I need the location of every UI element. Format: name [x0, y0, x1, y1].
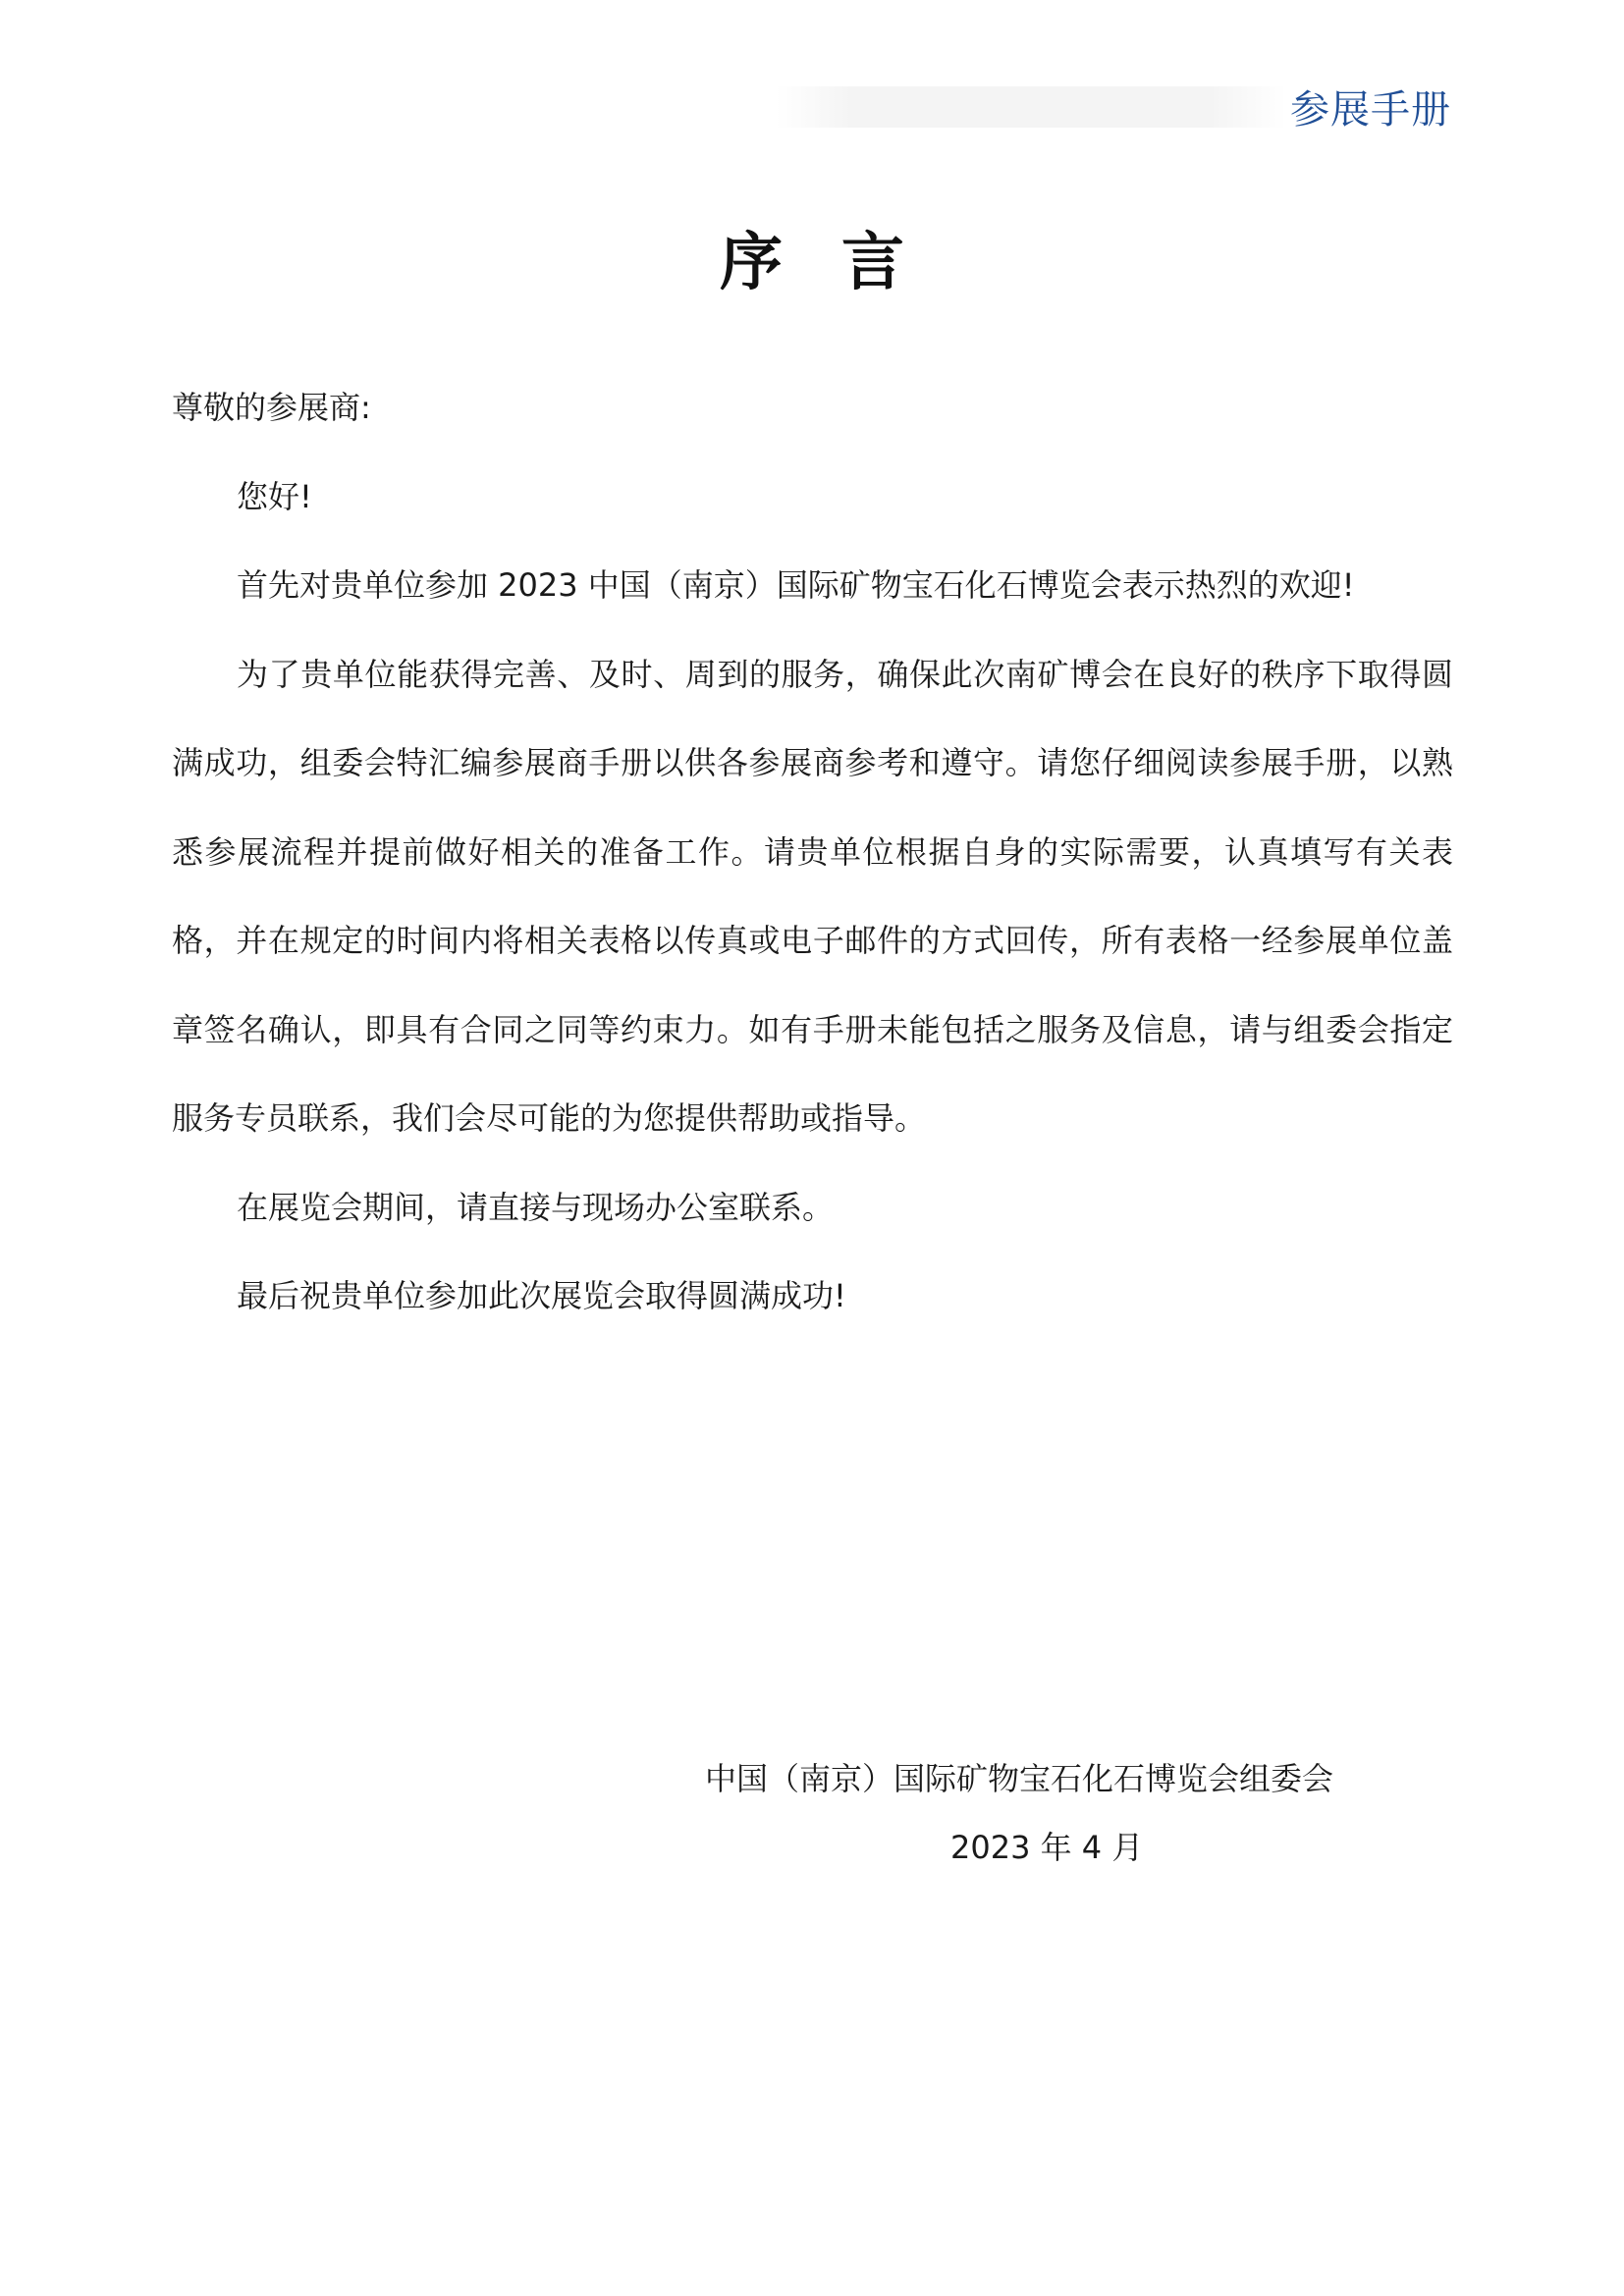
letter-body [172, 363, 1453, 1341]
onsite-paragraph: 在展览会期间，请直接与现场办公室联系。 [237, 1188, 835, 1226]
header-decoration-band [776, 86, 1286, 128]
header-label: 参展手册 [1290, 87, 1451, 133]
salutation: 尊敬的参展商: [172, 389, 371, 426]
signature-organization: 中国（南京）国际矿物宝石化石博览会组委会 [705, 1760, 1334, 1797]
welcome-paragraph: 首先对贵单位参加 2023 中国（南京）国际矿物宝石化石博览会表示热烈的欢迎! [237, 566, 1355, 604]
page-title: 序言 [720, 226, 963, 299]
body-paragraph: 为了贵单位能获得完善、及时、周到的服务，确保此次南矿博会在良好的秩序下取得圆满成功，组委会特汇编参展商手册以供各参展商参考和遵守。请您仔细阅读参展手册，以熟悉参展流程并提前做好相关的准备工作。请贵单位根据自身的实际需要，认真填写有关表格，并在规定的时间内将相关表格以传真或电子邮件的方式回传，所有表格一经参展单位盖章签名确认，即具有合同之同等约束力。如有手册未能包括之服务及信息，请与组委会指定服务专员联系，我们会尽可能的为您提供帮助或指导。 [172, 655, 1453, 1137]
closing-paragraph: 最后祝贵单位参加此次展览会取得圆满成功! [237, 1277, 846, 1314]
greeting: 您好! [237, 477, 312, 515]
signature-date: 2023 年 4 月 [950, 1829, 1144, 1866]
